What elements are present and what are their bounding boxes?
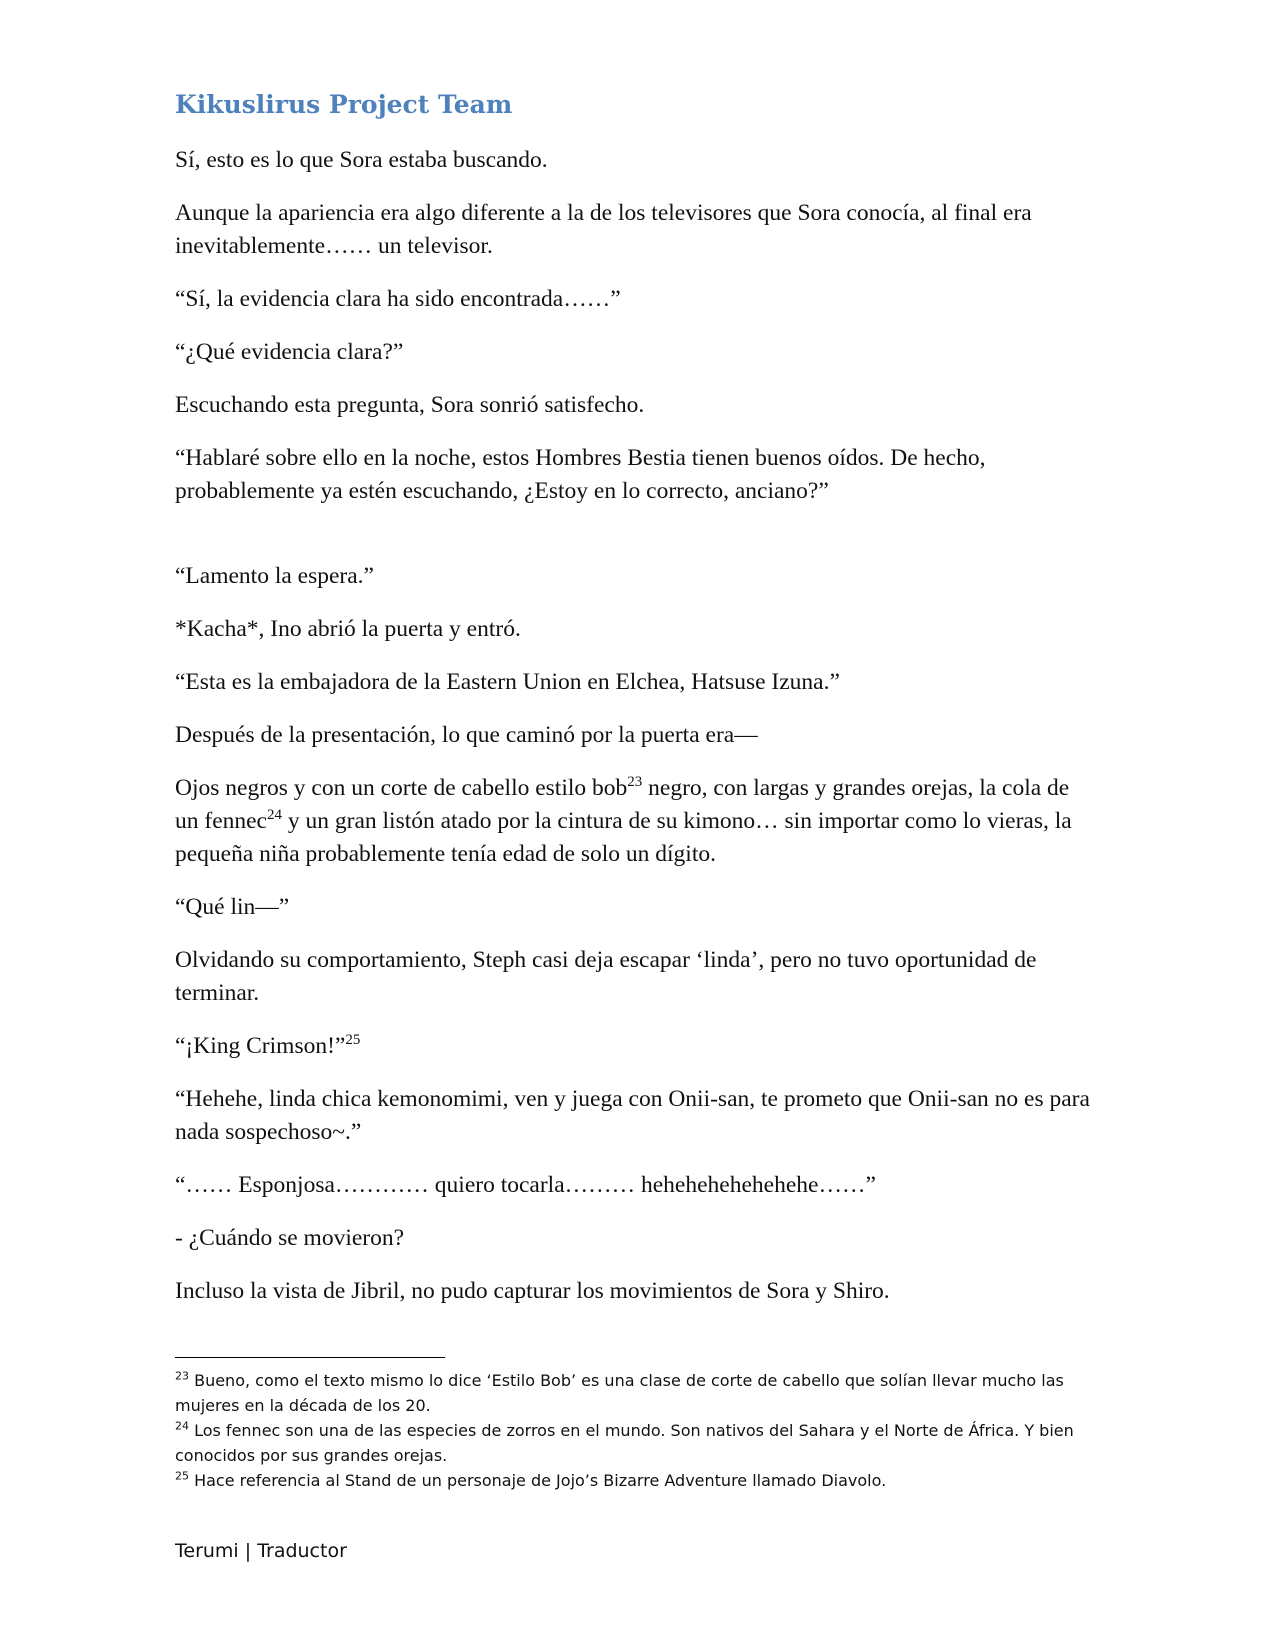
footnote-ref-23[interactable]: 23 [627,774,643,791]
paragraph: “…… Esponjosa………… quiero tocarla……… hehehehehehehehe……” [175,1172,876,1198]
footnotes [175,1368,1095,1493]
paragraph: “¿Qué evidencia clara?” [175,339,404,365]
paragraph: “Esta es la embajadora de la Eastern Union en Elchea, Hatsuse Izuna.” [175,669,840,695]
paragraph: “Hehehe, linda chica kemonomimi, ven y juega con Onii-san, te prometo que Onii-san no es para nada sospechoso~.” [175,1086,1090,1145]
footnote-separator [175,1357,445,1358]
paragraph: *Kacha*, Ino abrió la puerta y entró. [175,616,521,642]
paragraph: “Hablaré sobre ello en la noche, estos Hombres Bestia tienen buenos oídos. De hecho, probablemente ya estén escuchando, ¿Estoy en lo correcto, anciano?” [175,445,986,504]
paragraph: Olvidando su comportamiento, Steph casi deja escapar ‘linda’, pero no tuvo oportunidad de terminar. [175,947,1037,1006]
paragraph: Aunque la apariencia era algo diferente a la de los televisores que Sora conocía, al final era inevitablemente…… un televisor. [175,200,1032,259]
footnote-text: Los fennec son una de las especies de zorros en el mundo. Son nativos del Sahara y el Norte de África. Y bien conocidos por sus grandes orejas. [175,1421,1074,1465]
paragraph: “Sí, la evidencia clara ha sido encontrada……” [175,286,621,312]
page-header-title: Kikuslirus Project Team [175,90,513,119]
footnote [175,1468,1095,1493]
paragraph: - ¿Cuándo se movieron? [175,1225,405,1251]
page-footer: Terumi | Traductor [175,1540,347,1562]
footnote-ref-25[interactable]: 25 [345,1032,361,1049]
paragraph: Incluso la vista de Jibril, no pudo capturar los movimientos de Sora y Shiro. [175,1278,890,1304]
paragraph-with-footnote-ref [175,1030,1095,1063]
footnote [175,1368,1095,1418]
footnote-text: Bueno, como el texto mismo lo dice ‘Estilo Bob’ es una clase de corte de cabello que solían llevar mucho las mujeres en la década de los 20. [175,1371,1064,1415]
paragraph-segment: y un gran listón atado por la cintura de su kimono… sin importar como lo vieras, la pequeña niña probablemente tenía edad de solo un dígito. [175,808,1072,867]
footnote-number: 23 [175,1369,189,1383]
footnote-number: 24 [175,1419,189,1433]
paragraph: Después de la presentación, lo que caminó por la puerta era— [175,722,758,748]
paragraph-with-footnote-refs [175,772,1095,871]
paragraph: Escuchando esta pregunta, Sora sonrió satisfecho. [175,392,645,418]
footnote-number: 25 [175,1469,189,1483]
paragraph-segment: “¡King Crimson!” [175,1033,346,1059]
paragraph-segment: negro, con largas y grandes orejas, la cola de un fennec [175,775,1070,834]
paragraph: “Lamento la espera.” [175,563,374,589]
footnote-ref-24[interactable]: 24 [267,807,282,824]
footnote [175,1418,1095,1468]
paragraph: Sí, esto es lo que Sora estaba buscando. [175,147,548,173]
footnote-text: Hace referencia al Stand de un personaje de Jojo’s Bizarre Adventure llamado Diavolo. [189,1471,887,1490]
paragraph: “Qué lin—” [175,894,290,920]
paragraph-segment: Ojos negros y con un corte de cabello estilo bob [175,775,628,801]
body-text [175,144,1095,1328]
